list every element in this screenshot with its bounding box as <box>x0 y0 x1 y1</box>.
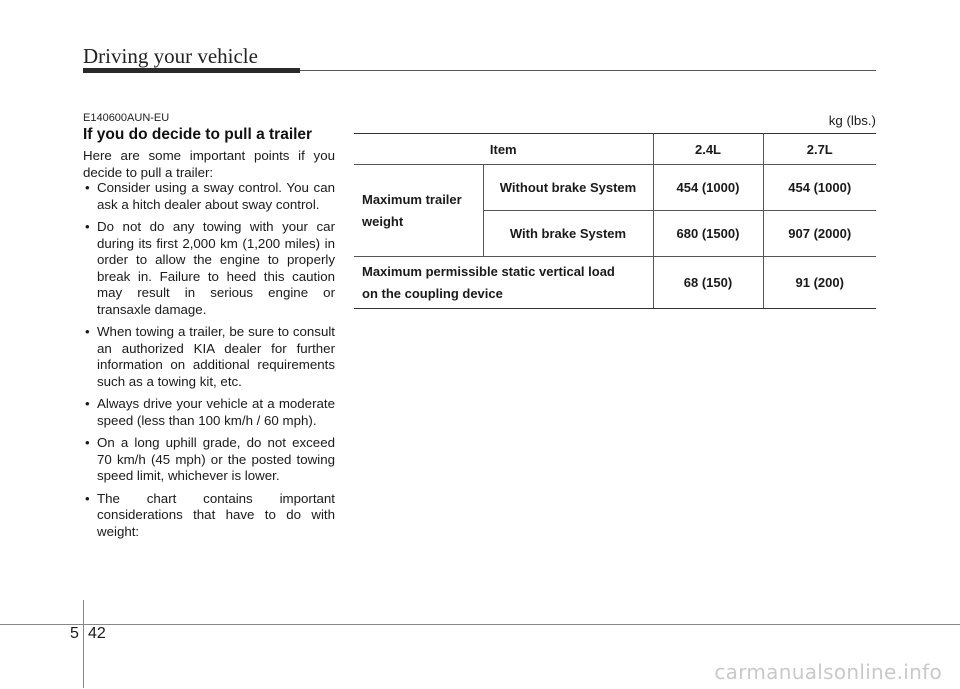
watermark-text: carmanualsonline.info <box>714 660 942 684</box>
list-item-text: Consider using a sway control. You can ask a hitch dealer about sway control. <box>97 180 335 212</box>
static-load-label-line2: on the coupling device <box>362 285 503 301</box>
footer-rule-vertical <box>83 600 84 688</box>
with-brake-label: With brake System <box>483 211 653 257</box>
list-item <box>83 219 335 318</box>
list-item-text: The chart contains important considerations that have to do with weight: <box>97 490 335 539</box>
header-item: Item <box>354 134 653 165</box>
section-code: E140600AUN-EU <box>83 112 170 124</box>
trailer-weight-table <box>354 133 876 309</box>
max-trailer-label-line2: weight <box>362 213 404 229</box>
page-header-title: Driving your vehicle <box>83 44 258 68</box>
list-item-text: On a long uphill grade, do not exceed 70 km/h (45 mph) or the posted towing speed limit, whichever is lower. <box>97 435 335 483</box>
list-item-text: Do not do any towing with your car during its first 2,000 km (1,200 miles) in order to allow the engine to properly break in. Failure to heed this caution may result in serious engine or transaxle damage. <box>97 219 335 317</box>
footer-chapter-number: 5 <box>70 625 79 642</box>
without-brake-2-4l: 454 (1000) <box>653 165 763 211</box>
bullet-icon: • <box>85 324 90 339</box>
static-load-label-line1: Maximum permissible static vertical load <box>362 263 615 279</box>
table-row <box>354 165 876 211</box>
table-unit-label: kg (lbs.) <box>828 113 876 128</box>
without-brake-label: Without brake System <box>483 165 653 211</box>
list-item <box>83 491 335 541</box>
header-2-7l: 2.7L <box>763 134 876 165</box>
with-brake-2-4l: 680 (1500) <box>653 211 763 257</box>
bullet-icon: • <box>85 396 90 411</box>
list-item <box>83 324 335 390</box>
header-rule-thin <box>300 70 876 71</box>
max-trailer-weight-label <box>354 165 483 257</box>
bullet-icon: • <box>85 180 90 195</box>
footer-page-number: 42 <box>88 625 106 642</box>
bullet-icon: • <box>85 490 90 506</box>
list-item <box>83 396 335 429</box>
list-item-text: When towing a trailer, be sure to consult an authorized KIA dealer for further information on additional requirements such as a towing kit, etc. <box>97 324 335 389</box>
without-brake-2-7l: 454 (1000) <box>763 165 876 211</box>
section-heading: If you do decide to pull a trailer <box>83 126 313 143</box>
static-load-2-4l: 68 (150) <box>653 257 763 309</box>
bullet-icon: • <box>85 435 90 450</box>
table-row <box>354 257 876 309</box>
header-rule-thick <box>83 68 300 73</box>
static-load-label <box>354 257 653 309</box>
max-trailer-label-line1: Maximum trailer <box>362 191 462 207</box>
intro-paragraph: Here are some important points if you decide to pull a trailer: <box>83 148 335 180</box>
list-item <box>83 180 335 213</box>
list-item-text: Always drive your vehicle at a moderate speed (less than 100 km/h / 60 mph). <box>97 396 335 428</box>
footer-rule-horizontal <box>0 624 960 625</box>
list-item <box>83 435 335 485</box>
bullet-list <box>83 180 335 546</box>
table-header-row <box>354 134 876 165</box>
bullet-icon: • <box>85 219 90 234</box>
header-2-4l: 2.4L <box>653 134 763 165</box>
with-brake-2-7l: 907 (2000) <box>763 211 876 257</box>
static-load-2-7l: 91 (200) <box>763 257 876 309</box>
